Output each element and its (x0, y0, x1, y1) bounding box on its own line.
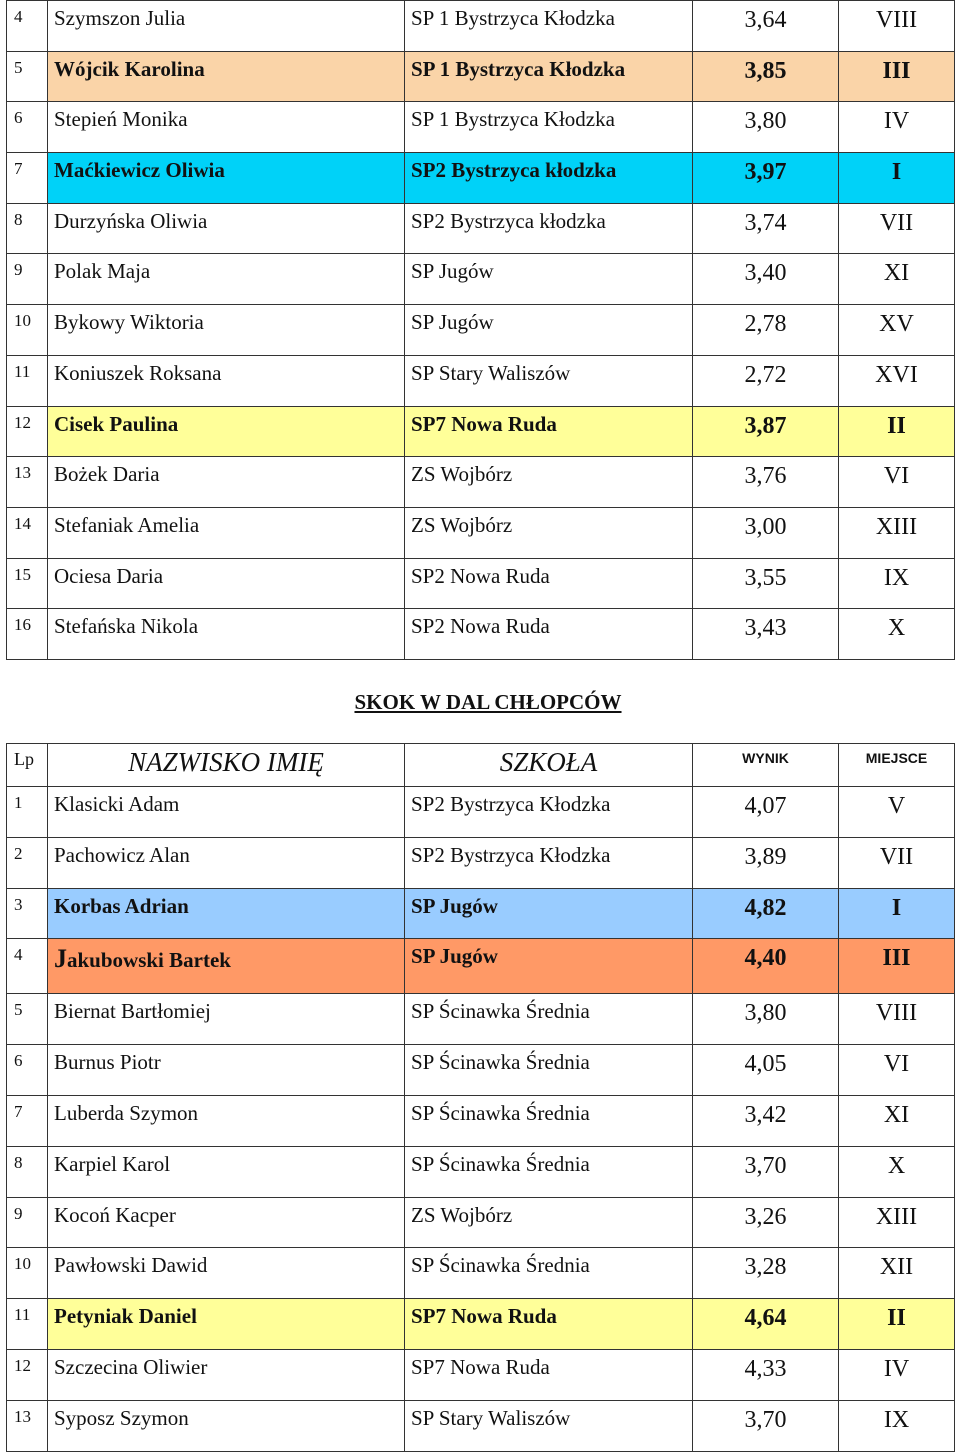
place-value: III (839, 939, 955, 994)
athlete-name: Biernat Bartłomiej (48, 994, 405, 1045)
athlete-name: Klasicki Adam (48, 787, 405, 838)
school-name: SP 1 Bystrzyca Kłodzka (405, 51, 693, 102)
place-value: I (839, 888, 955, 939)
row-lp: 1 (7, 787, 48, 838)
school-name: SP Stary Waliszów (405, 1400, 693, 1451)
girls-results-table (6, 0, 955, 660)
athlete-name: Pawłowski Dawid (48, 1248, 405, 1299)
row-lp: 11 (7, 1299, 48, 1350)
athlete-name: Maćkiewicz Oliwia (48, 153, 405, 204)
header-lp: Lp (7, 744, 48, 787)
school-name: SP 1 Bystrzyca Kłodzka (405, 102, 693, 153)
athlete-name: Stefańska Nikola (48, 609, 405, 660)
school-name: SP Jugów (405, 254, 693, 305)
athlete-name: Stepień Monika (48, 102, 405, 153)
place-value: II (839, 406, 955, 457)
school-name: SP Ścinawka Średnia (405, 1095, 693, 1146)
school-name: SP Ścinawka Średnia (405, 1045, 693, 1096)
place-value: IV (839, 1349, 955, 1400)
table-row (7, 994, 955, 1045)
athlete-name: Pachowicz Alan (48, 837, 405, 888)
place-value: V (839, 787, 955, 838)
row-lp: 8 (7, 1146, 48, 1197)
athlete-name: Ociesa Daria (48, 558, 405, 609)
athlete-name: Burnus Piotr (48, 1045, 405, 1096)
row-lp: 13 (7, 457, 48, 508)
result-value: 3,40 (693, 254, 839, 305)
row-lp: 9 (7, 254, 48, 305)
athlete-name: Bożek Daria (48, 457, 405, 508)
athlete-name: Szczecina Oliwier (48, 1349, 405, 1400)
table-row (7, 1349, 955, 1400)
result-value: 3,70 (693, 1146, 839, 1197)
athlete-name: Bykowy Wiktoria (48, 305, 405, 356)
table-row (7, 254, 955, 305)
school-name: SP 1 Bystrzyca Kłodzka (405, 1, 693, 52)
school-name: SP2 Bystrzyca Kłodzka (405, 787, 693, 838)
school-name: ZS Wojbórz (405, 1197, 693, 1248)
row-lp: 6 (7, 1045, 48, 1096)
table-row (7, 609, 955, 660)
result-value: 3,42 (693, 1095, 839, 1146)
athlete-name: Petyniak Daniel (48, 1299, 405, 1350)
school-name: ZS Wojbórz (405, 507, 693, 558)
result-value: 4,05 (693, 1045, 839, 1096)
row-lp: 12 (7, 406, 48, 457)
row-lp: 4 (7, 1, 48, 52)
athlete-name: Luberda Szymon (48, 1095, 405, 1146)
table-row (7, 787, 955, 838)
school-name: SP2 Bystrzyca kłodzka (405, 153, 693, 204)
table-row (7, 1248, 955, 1299)
place-value: VI (839, 457, 955, 508)
table-row (7, 153, 955, 204)
athlete-name: Syposz Szymon (48, 1400, 405, 1451)
place-value: IX (839, 1400, 955, 1451)
table-row (7, 1095, 955, 1146)
row-lp: 15 (7, 558, 48, 609)
table-row (7, 507, 955, 558)
place-value: III (839, 51, 955, 102)
result-value: 3,64 (693, 1, 839, 52)
initial-letter: J (54, 944, 67, 974)
result-value: 3,80 (693, 994, 839, 1045)
row-lp: 14 (7, 507, 48, 558)
table-row (7, 1400, 955, 1451)
school-name: SP7 Nowa Ruda (405, 1299, 693, 1350)
result-value: 4,64 (693, 1299, 839, 1350)
table-row (7, 1146, 955, 1197)
school-name: SP2 Bystrzyca Kłodzka (405, 837, 693, 888)
school-name: SP Stary Waliszów (405, 355, 693, 406)
table-row (7, 837, 955, 888)
row-lp: 12 (7, 1349, 48, 1400)
athlete-name: Wójcik Karolina (48, 51, 405, 102)
result-value: 3,43 (693, 609, 839, 660)
row-lp: 7 (7, 1095, 48, 1146)
table-row (7, 203, 955, 254)
place-value: X (839, 1146, 955, 1197)
header-school: SZKOŁA (405, 744, 693, 787)
school-name: SP Ścinawka Średnia (405, 1248, 693, 1299)
boys-results-table (6, 743, 955, 1452)
row-lp: 13 (7, 1400, 48, 1451)
place-value: X (839, 609, 955, 660)
athlete-name: Koniuszek Roksana (48, 355, 405, 406)
school-name: ZS Wojbórz (405, 457, 693, 508)
result-value: 4,82 (693, 888, 839, 939)
row-lp: 3 (7, 888, 48, 939)
school-name: SP Jugów (405, 305, 693, 356)
school-name: SP Jugów (405, 888, 693, 939)
result-value: 4,33 (693, 1349, 839, 1400)
athlete-name: Stefaniak Amelia (48, 507, 405, 558)
place-value: XVI (839, 355, 955, 406)
result-value: 3,70 (693, 1400, 839, 1451)
table-header-row (7, 744, 955, 787)
row-lp: 11 (7, 355, 48, 406)
place-value: II (839, 1299, 955, 1350)
school-name: SP Ścinawka Średnia (405, 1146, 693, 1197)
table-row (7, 102, 955, 153)
row-lp: 16 (7, 609, 48, 660)
school-name: SP7 Nowa Ruda (405, 1349, 693, 1400)
place-value: XV (839, 305, 955, 356)
result-value: 3,28 (693, 1248, 839, 1299)
row-lp: 7 (7, 153, 48, 204)
row-lp: 5 (7, 51, 48, 102)
table-row (7, 406, 955, 457)
place-value: VIII (839, 994, 955, 1045)
table-row (7, 1045, 955, 1096)
result-value: 3,89 (693, 837, 839, 888)
result-value: 3,74 (693, 203, 839, 254)
place-value: XI (839, 1095, 955, 1146)
table-row (7, 939, 955, 994)
place-value: VIII (839, 1, 955, 52)
school-name: SP2 Nowa Ruda (405, 558, 693, 609)
row-lp: 4 (7, 939, 48, 994)
place-value: XI (839, 254, 955, 305)
row-lp: 10 (7, 1248, 48, 1299)
result-value: 2,72 (693, 355, 839, 406)
result-value: 3,85 (693, 51, 839, 102)
table-row (7, 305, 955, 356)
school-name: SP2 Bystrzyca kłodzka (405, 203, 693, 254)
athlete-name: Karpiel Karol (48, 1146, 405, 1197)
result-value: 4,07 (693, 787, 839, 838)
result-value: 3,26 (693, 1197, 839, 1248)
place-value: VII (839, 837, 955, 888)
result-value: 3,87 (693, 406, 839, 457)
school-name: SP2 Nowa Ruda (405, 609, 693, 660)
place-value: XIII (839, 1197, 955, 1248)
athlete-name: Szymszon Julia (48, 1, 405, 52)
place-value: VII (839, 203, 955, 254)
result-value: 3,55 (693, 558, 839, 609)
header-place: MIEJSCE (839, 744, 955, 787)
school-name: SP Jugów (405, 939, 693, 994)
row-lp: 10 (7, 305, 48, 356)
row-lp: 2 (7, 837, 48, 888)
athlete-name: Kocoń Kacper (48, 1197, 405, 1248)
result-value: 3,00 (693, 507, 839, 558)
result-value: 3,76 (693, 457, 839, 508)
row-lp: 5 (7, 994, 48, 1045)
result-value: 4,40 (693, 939, 839, 994)
athlete-name: Polak Maja (48, 254, 405, 305)
row-lp: 9 (7, 1197, 48, 1248)
athlete-name: Jakubowski Bartek (48, 939, 405, 994)
header-name: NAZWISKO IMIĘ (48, 744, 405, 787)
table-row (7, 1299, 955, 1350)
table-row (7, 558, 955, 609)
place-value: IV (839, 102, 955, 153)
table-row (7, 1197, 955, 1248)
result-value: 3,80 (693, 102, 839, 153)
header-result: WYNIK (693, 744, 839, 787)
section-title: SKOK W DAL CHŁOPCÓW (354, 690, 622, 714)
place-value: IX (839, 558, 955, 609)
table-row (7, 1, 955, 52)
row-lp: 6 (7, 102, 48, 153)
table-row (7, 888, 955, 939)
table-row (7, 355, 955, 406)
school-name: SP Ścinawka Średnia (405, 994, 693, 1045)
table-row (7, 51, 955, 102)
place-value: VI (839, 1045, 955, 1096)
result-value: 3,97 (693, 153, 839, 204)
place-value: I (839, 153, 955, 204)
athlete-name: Durzyńska Oliwia (48, 203, 405, 254)
table-row (7, 457, 955, 508)
result-value: 2,78 (693, 305, 839, 356)
place-value: XIII (839, 507, 955, 558)
place-value: XII (839, 1248, 955, 1299)
row-lp: 8 (7, 203, 48, 254)
athlete-name: Cisek Paulina (48, 406, 405, 457)
athlete-name: Korbas Adrian (48, 888, 405, 939)
school-name: SP7 Nowa Ruda (405, 406, 693, 457)
